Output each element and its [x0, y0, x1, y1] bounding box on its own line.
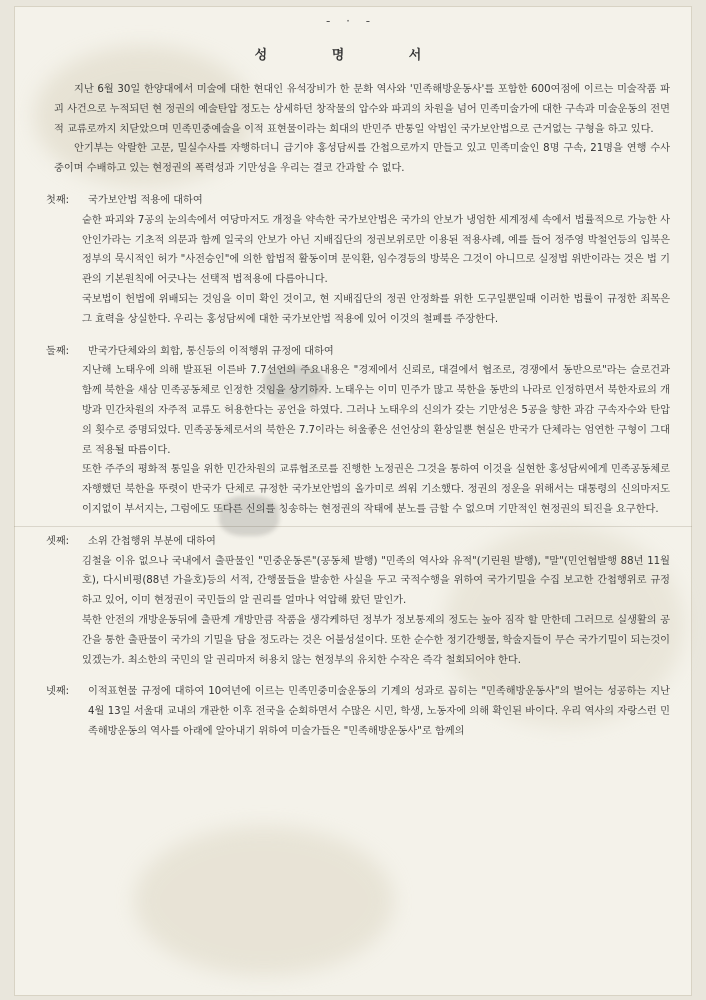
section-heading: [46, 342, 670, 362]
section-body: [54, 211, 670, 330]
section-heading: [46, 191, 670, 211]
document-body: [46, 80, 670, 742]
section-title: 국가보안법 적용에 대하여: [88, 194, 203, 206]
intro-paragraph: 지난 6월 30일 한양대에서 미술에 대한 현대인 유석장비가 한 문화 역사와 '민족해방운동사'를 포함한 600여점에 이르는 미술작품 파괴 사건으로 누적되던 현 정권의 예술탄압 정도는 상세하던 창작물의 압수와 파괴의 차원을 넘어 민족미술가에 대한 구속과 미술운동의 전면적 교류로까지 치닫았으며 민족민중예술을 이적 표현물이라는 희대의 반민주 반통일 악법인 국가보안법으로 근거없는 구형을 하고 있다.: [54, 84, 670, 135]
section-paragraph: 김철을 이유 없으나 국내에서 출판물인 "민중운동론"(공동체 발행) "민족의 역사와 유적"(기린원 발행), "말"(민언협발행 88년 11월호), 다시비평(88년 가을호)등의 서적, 간행물들을 발송한 사실을 두고 국적수행을 위하여 국가기밀을 수집 보고한 간첩행위로 규정하고 있어, 이미 현정권이 국민들의 알 권리를 얼마나 억압해 왔던 말인가.: [82, 555, 670, 607]
section-paragraph: 국보법이 헌법에 위배되는 것임을 이미 확인 것이고, 현 지배집단의 정권 안정화를 위한 도구일뿐일때 이러한 법률이 규정한 죄목은 그 효력을 상실한다. 우리는 홍성담씨에 대한 국가보안법 적용에 있어 이것의 철폐를 주장한다.: [82, 293, 670, 325]
section-title: 소위 간첩행위 부분에 대하여: [88, 535, 216, 547]
section-title: 이적표현물 규정에 대하여 10여년에 이르는 민족민중미술운동의 기계의 성과로 꼽히는 "민족해방운동사"의 벌어는 성공하는 지난 4월 13일 서울대 교내의 개관한 이후 전국을 순회하면서 수많은 시민, 학생, 노동자에 의해 확인된 바이다. 우리 역사의 자랑스런 민족해방운동의 역사를 아래에 알아내기 위하여 미술가들은 "민족해방운동사"로 함께의: [88, 686, 670, 737]
intro-paragraph: 안기부는 악랄한 고문, 밀실수사를 자행하더니 급기야 홍성담씨를 간첩으로까지 만들고 있고 민족미술인 8명 구속, 21명을 연행 수사 중이며 수배하고 있는 현정권의 폭력성과 기만성을 우리는 결코 간과할 수 없다.: [54, 143, 670, 175]
section-title: 반국가단체와의 회합, 통신등의 이적행위 규정에 대하여: [88, 345, 334, 357]
section-number: 넷째:: [46, 686, 70, 698]
top-mark: - · -: [326, 14, 377, 28]
section-number: 셋째:: [46, 535, 70, 547]
section-heading: [46, 682, 670, 741]
paper-stain: [134, 826, 394, 976]
section-body: [54, 361, 670, 519]
section-body: [54, 552, 670, 671]
section-number: 둘째:: [46, 345, 70, 357]
document-title: 성 명 서: [254, 48, 452, 63]
section-paragraph: 또한 주주의 평화적 통일을 위한 민간차원의 교류협조로를 진행한 노정권은 그것을 통하여 이것을 실현한 홍성담씨에게 민족공동체로 자행했던 북한을 뚜렷이 반국가 단체로 규정한 국가보안법의 올가미로 씌워 기소했다. 정권의 정운을 위해서는 대통령의 신의마저도 이지없이 부서지는, 그럼에도 또다른 신의를 칭송하는 현정권의 작태에 분노를 금할 수 없으며 기만적인 현정권의 퇴진을 요구한다.: [82, 464, 670, 515]
document-page: [14, 6, 692, 996]
section-paragraph: 북한 안전의 개방운동뒤에 출판계 개방만큼 작품을 생각케하던 정부가 정보통제의 정도는 높아 짐작 할 만한데 그러므로 실생활의 공간을 통한 출판물이 국가의 기밀을 담을 정도라는 것은 어불성설이다. 또한 순수한 정기간행물, 학술지들이 무슨 국가기밀이 되는것이 있겠는가. 최소한의 국민의 알 권리마저 허용치 않는 현정부의 유치한 수작은 즉각 철회되어야 한다.: [82, 614, 670, 666]
section-number: 첫째:: [46, 194, 70, 206]
section-heading: [46, 532, 670, 552]
section-paragraph: 지난해 노태우에 의해 발표된 이른바 7.7선언의 주요내용은 "경제에서 신뢰로, 대결에서 협조로, 경쟁에서 동반으로"라는 슬로건과 함께 북한을 새삼 민족공동체로 인정한 것임을 상기하자. 노태우는 이미 민주가 많고 북한을 동반의 나라로 인정하면서 북한자료의 개방과 민간차원의 자주적 교류도 허용한다는 공언을 하였다. 그러나 노태우의 신의가 갖는 기만성은 5공을 향한 과감 구속자수와 탄압의 횟수로 증명되었다. 민족공동체로서의 북한은 7.7이라는 허울좋은 선언상의 환상일뿐 현실은 반국가 단체라는 엄연한 구형이 그대로 적용될 따름이다.: [82, 365, 670, 456]
section-paragraph: 숱한 파괴와 7공의 눈의속에서 여당마저도 개정을 약속한 국가보안법은 국가의 안보가 냉엄한 세계정세 속에서 법률적으로 가능한 사안인가라는 기초적 의문과 함께 일국의 안보가 아닌 지배집단의 정권보위로만 이용된 적용사례, 예를 들어 정주영 박철언등의 입북은 정부의 묵시적인 허가 "사전승인"에 의한 합법적 활동이며 문익환, 임수경등의 방북은 그것이 아니므로 실정법 위반이라는 것은 법 기관의 기본원칙에 어긋나는 선택적 법적용에 다름아니다.: [82, 214, 670, 286]
